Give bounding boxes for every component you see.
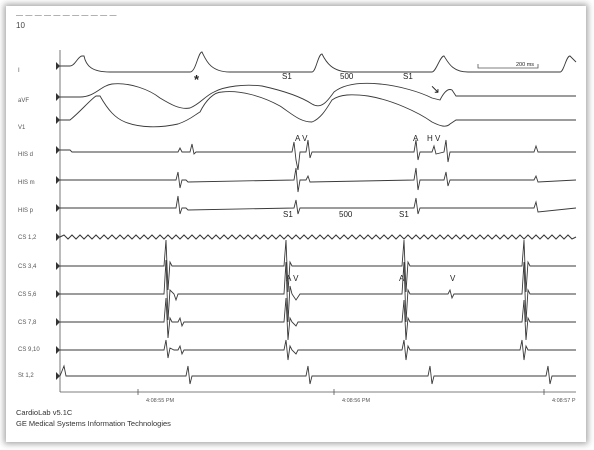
trace-lead-his-d xyxy=(60,140,576,170)
timestamp-1: 4:08:55 PM xyxy=(146,398,175,404)
s1-marker-top-1: S1 xyxy=(282,72,292,81)
trace-lead-i xyxy=(60,52,576,72)
lead-label-avf: aVF xyxy=(18,98,30,104)
footer-software: CardioLab v5.1C xyxy=(16,408,73,417)
lead-label-his-p: HIS p xyxy=(18,208,34,214)
asterisk-marker: * xyxy=(194,72,200,87)
a-label-his-2: A xyxy=(413,134,419,143)
timestamp-2: 4:08:56 PM xyxy=(342,398,371,404)
lead-label-cs-78: CS 7,8 xyxy=(18,320,37,326)
trace-lead-cs-56 xyxy=(60,260,576,322)
lead-label-v1: V1 xyxy=(18,125,26,131)
scale-bar-label: 200 ms xyxy=(516,62,535,68)
header-text: — — — — — — — — — — — xyxy=(16,12,117,19)
footer-vendor: GE Medical Systems Information Technologies xyxy=(16,419,171,428)
interval-label-cs: 500 xyxy=(339,210,353,219)
trace-lead-cs-34 xyxy=(60,240,576,292)
lead-label-his-d: HIS d xyxy=(18,152,34,158)
trace-lead-cs-78 xyxy=(60,298,576,340)
trace-lead-his-p xyxy=(60,196,576,214)
trace-lead-v1 xyxy=(60,92,576,127)
lead-label-cs-56: CS 5,6 xyxy=(18,292,37,298)
interval-label-top: 500 xyxy=(340,72,354,81)
lead-label-i: I xyxy=(18,68,20,74)
lead-label-cs-12: CS 1,2 xyxy=(18,235,37,241)
hv-label-his: H V xyxy=(427,134,441,143)
s1-marker-cs-1: S1 xyxy=(283,210,293,219)
trace-lead-his-m xyxy=(60,168,576,192)
s1-marker-cs-2: S1 xyxy=(399,210,409,219)
trace-lead-stim-12 xyxy=(60,366,576,384)
lead-label-cs-34: CS 3,4 xyxy=(18,264,37,270)
trace-lead-cs-12 xyxy=(60,235,576,239)
timestamp-3: 4:08:57 P xyxy=(552,398,576,404)
a-label-cs-2: A xyxy=(399,274,405,283)
header-page-number: 10 xyxy=(16,21,25,30)
lead-label-his-m: HIS m xyxy=(18,180,35,186)
lead-label-stim-12: St 1,2 xyxy=(18,373,34,379)
lead-label-cs-910: CS 9,10 xyxy=(18,347,40,353)
arrow-icon: ↘ xyxy=(430,82,441,96)
av-label-his: A V xyxy=(295,134,308,143)
v-label-cs-2: V xyxy=(450,274,456,283)
trace-lead-avf xyxy=(60,83,576,108)
av-label-cs: A V xyxy=(286,274,299,283)
trace-lead-cs-910 xyxy=(60,340,576,360)
scale-bar xyxy=(478,64,538,68)
s1-marker-top-2: S1 xyxy=(403,72,413,81)
